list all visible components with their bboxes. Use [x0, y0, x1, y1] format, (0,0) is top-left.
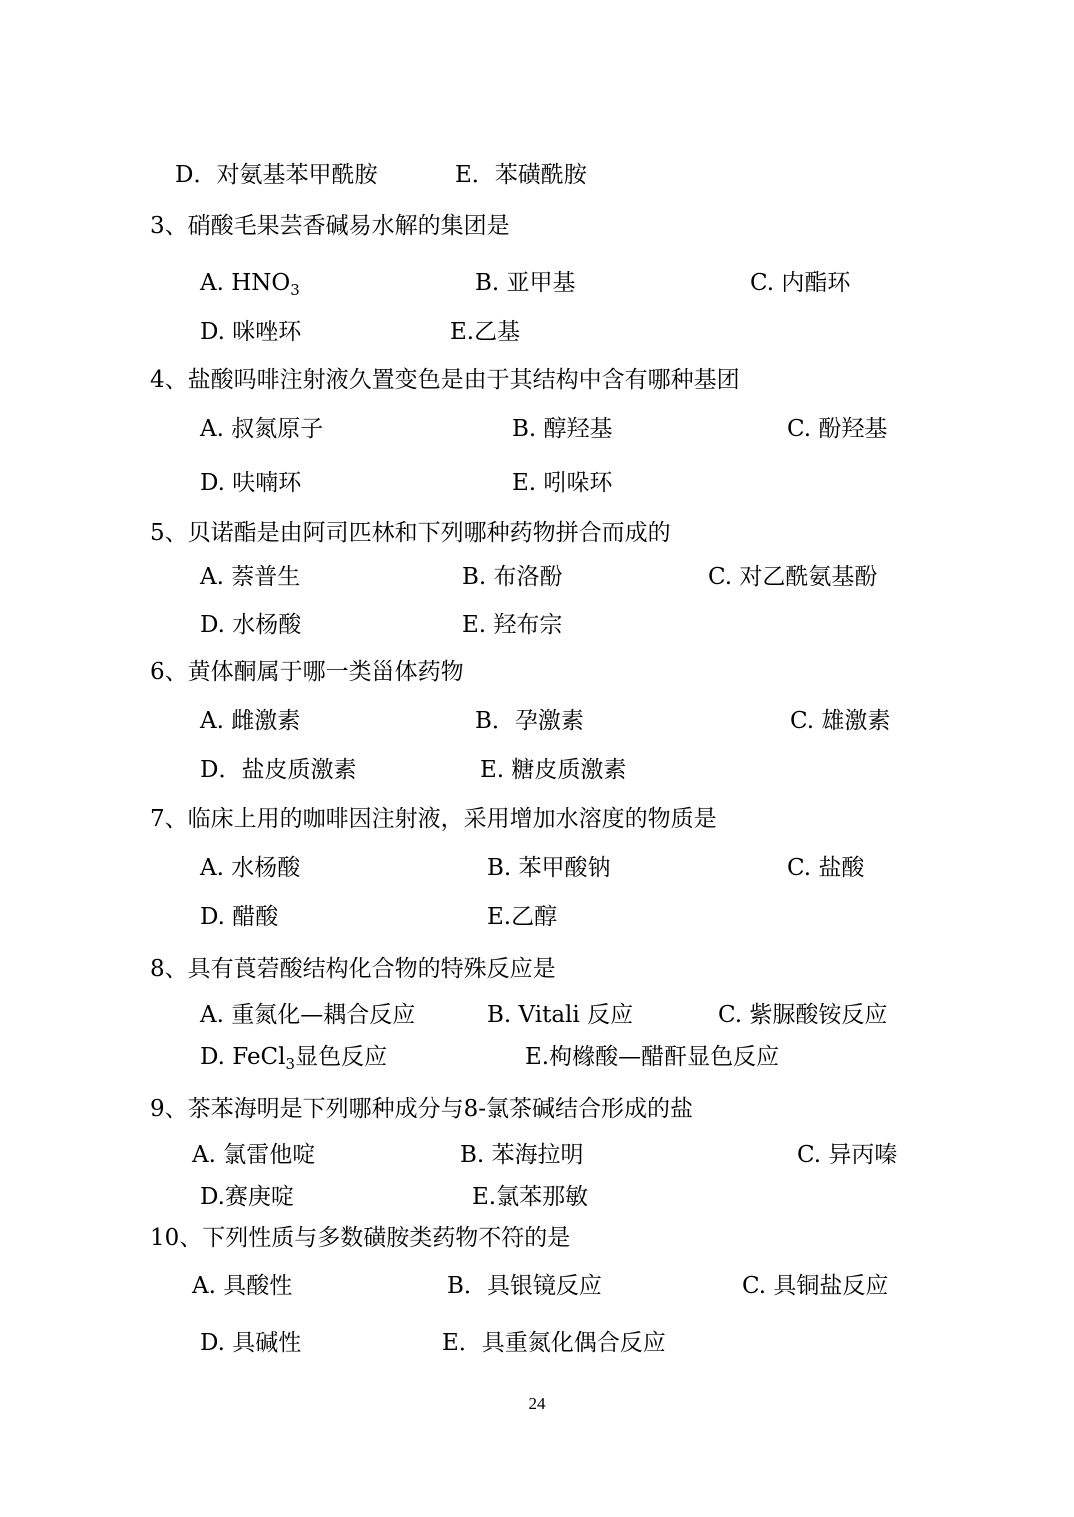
option-e: E.枸橼酸—醋酐显色反应 [525, 1044, 780, 1070]
option-a: A. 雌激素 [200, 708, 301, 734]
option-c: C. 酚羟基 [787, 416, 888, 442]
option-d: D. 具碱性 [200, 1330, 302, 1356]
question-stem: 10、下列性质与多数磺胺类药物不符的是 [150, 1225, 571, 1251]
option-b: B．具银镜反应 [447, 1273, 602, 1299]
option-d: D. 水杨酸 [200, 612, 302, 638]
option-e: E. 羟布宗 [462, 612, 563, 638]
question-stem: 3、硝酸毛果芸香碱易水解的集团是 [150, 213, 510, 239]
option-c: C. 雄激素 [790, 708, 891, 734]
option-c: C. 内酯环 [750, 270, 851, 296]
option-d: D．盐皮质激素 [200, 757, 357, 783]
option-b: B. 苯海拉明 [460, 1142, 584, 1168]
option-c: C. 异丙嗪 [797, 1142, 898, 1168]
option-a: A. 氯雷他啶 [192, 1142, 316, 1168]
option-b: B. 亚甲基 [475, 270, 576, 296]
option-a: A. $HNO_3$ [200, 270, 300, 299]
option-d: D. 呋喃环 [200, 470, 302, 496]
question-stem: 7、临床上用的咖啡因注射液，采用增加水溶度的物质是 [150, 806, 717, 832]
option-d: D. 醋酸 [200, 904, 279, 930]
option-c: C. 对乙酰氨基酚 [708, 564, 878, 590]
option-e: E. 吲哚环 [512, 470, 613, 496]
option-a: A. 叔氮原子 [200, 416, 324, 442]
option-c: C. 紫脲酸铵反应 [718, 1002, 888, 1028]
question-stem: 6、黄体酮属于哪一类甾体药物 [150, 659, 464, 685]
option-b: B．孕激素 [475, 708, 584, 734]
option-a: A. 重氮化—耦合反应 [200, 1002, 416, 1028]
option-b: B. 醇羟基 [512, 416, 613, 442]
option-e: E．苯磺酰胺 [455, 162, 587, 188]
question-stem: 4、盐酸吗啡注射液久置变色是由于其结构中含有哪种基团 [150, 367, 740, 393]
option-d: D. FeCl$_3$显色反应 [200, 1044, 388, 1073]
option-e: E.乙基 [450, 319, 521, 345]
question-stem: 8、具有莨菪酸结构化合物的特殊反应是 [150, 956, 556, 982]
option-e: E．具重氮化偶合反应 [442, 1330, 666, 1356]
question-stem: 5、贝诺酯是由阿司匹林和下列哪种药物拼合而成的 [150, 520, 671, 546]
option-a: A. 萘普生 [200, 564, 301, 590]
question-stem: 9、茶苯海明是下列哪种成分与8-氯茶碱结合形成的盐 [150, 1096, 694, 1122]
option-e: E.乙醇 [487, 904, 558, 930]
option-a: A. 具酸性 [192, 1273, 293, 1299]
option-c: C. 具铜盐反应 [742, 1273, 889, 1299]
option-a: A. 水杨酸 [200, 855, 301, 881]
option-c: C. 盐酸 [787, 855, 865, 881]
option-d: D．对氨基苯甲酰胺 [175, 162, 378, 188]
option-b: B. 布洛酚 [462, 564, 563, 590]
option-e: E. 糖皮质激素 [480, 757, 627, 783]
option-b: B. Vitali 反应 [487, 1002, 634, 1028]
option-b: B. 苯甲酸钠 [487, 855, 611, 881]
page-number: 24 [528, 1394, 546, 1413]
option-d: D.赛庚啶 [200, 1184, 294, 1210]
option-d: D. 咪唑环 [200, 319, 302, 345]
option-e: E.氯苯那敏 [472, 1184, 589, 1210]
